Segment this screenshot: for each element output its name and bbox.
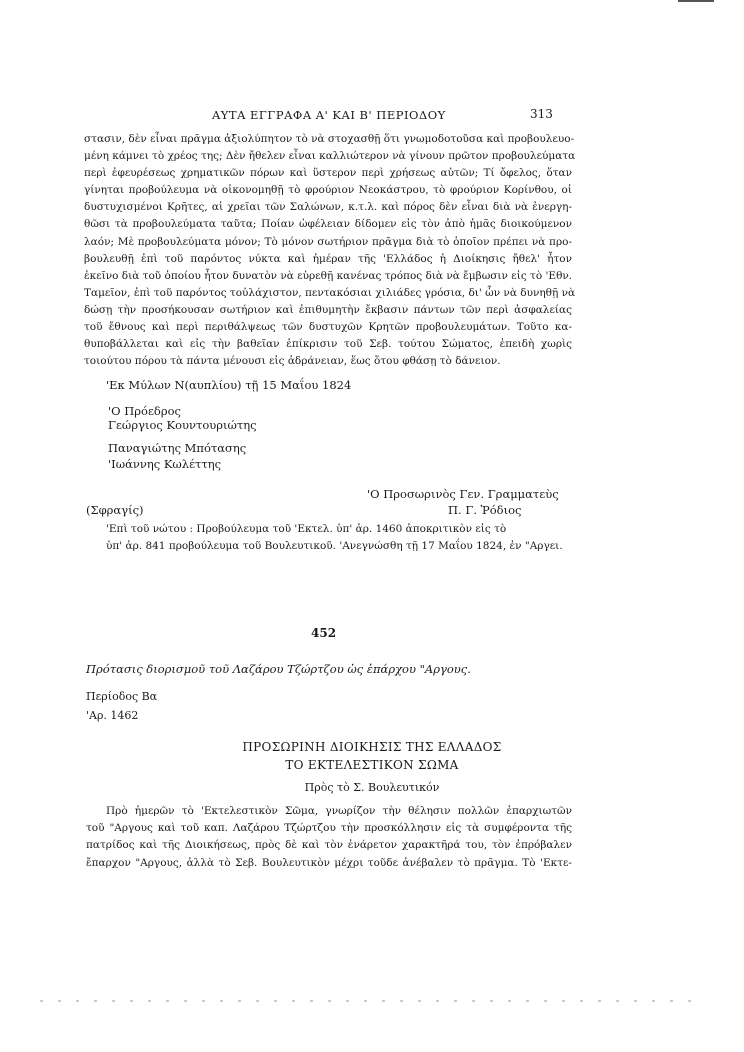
text-line: τοῦ ἔθνους καὶ περὶ περιθάλψεως τῶν δυστυχῶν Κρητῶν προβουλευμάτων. Τοῦτο κα- bbox=[84, 321, 572, 334]
addressee: Πρὸς τὸ Σ. Βουλευτικόν bbox=[304, 781, 440, 794]
document-subheading: ΤΟ ΕΚΤΕΛΕΣΤΙΚΟΝ ΣΩΜΑ bbox=[285, 758, 459, 772]
document-description: Πρότασις διορισμοῦ τοῦ Λαζάρου Τζώρτζου ὡς ἐπάρχου "Αργους. bbox=[86, 662, 471, 676]
text-line: Ταμεῖον, ἐπὶ τοῦ παρόντος τοὐλάχιστον, πεντακόσιαι χιλιάδες γρόσια, δι' ὧν νὰ δυνηθῇ νὰ bbox=[84, 286, 576, 299]
signatory-name: Παναγιώτης Μπότασης bbox=[108, 441, 247, 455]
seal-label: (Σφραγίς) bbox=[86, 503, 144, 517]
text-line: Πρὸ ἡμερῶν τὸ 'Εκτελεστικὸν Σῶμα, γνωρίζον τὴν θέλησιν πολλῶν ἐπαρχιωτῶν bbox=[106, 805, 572, 817]
president-title: 'Ο Πρόεδρος bbox=[108, 404, 181, 418]
running-header: ΑΥΤΑ ΕΓΓΡΑΦΑ Α' ΚΑΙ Β' ΠΕΡΙΟΔΟΥ bbox=[212, 108, 446, 122]
secretary-title: 'Ο Προσωρινὸς Γεν. Γραμματεὺς bbox=[367, 487, 559, 501]
text-line: λαόν; Μὲ προβουλεύματα μόνον; Τὸ μόνον σωτήριον πρᾶγμα διὰ τὸ ὁποῖον πρέπει νὰ προ- bbox=[84, 235, 572, 248]
signatory-name: 'Ιωάννης Κωλέττης bbox=[108, 457, 222, 471]
text-line: ὑπ' ἀρ. 841 προβούλευμα τοῦ Βουλευτικοῦ. 'Ανεγνώσθη τῇ 17 Μαΐου 1824, ἐν "Αργει. bbox=[106, 539, 563, 552]
text-line: τοιούτου πόρου τὰ πάντα μένουσι εἰς ἀδράνειαν, ἕως ὅτου φθάσῃ τὸ δάνειον. bbox=[84, 355, 501, 368]
scan-artifact bbox=[40, 1000, 700, 1002]
president-name: Γεώργιος Κουντουριώτης bbox=[108, 418, 257, 432]
text-line: στασιν, δὲν εἶναι πρᾶγμα ἀξιολύπητον τὸ νὰ στοχασθῇ ὅτι γνωμοδοτοῦσα καὶ προβουλευο- bbox=[84, 133, 575, 145]
text-line: μένη κάμνει τὸ χρέος της; Δὲν ἤθελεν εἶναι καλλιώτερον νὰ γίνουν πρῶτον προβουλεύματα bbox=[84, 150, 576, 163]
reference-number: 'Αρ. 1462 bbox=[86, 709, 139, 722]
document-number: 452 bbox=[311, 626, 337, 640]
endorsement-note bbox=[106, 521, 572, 554]
text-line: δώσῃ τὴν προσήκουσαν σωτήριον καὶ ἐπιθυμητὴν ἔκβασιν πάντων τῶν περὶ ἀσφαλείας bbox=[84, 303, 572, 316]
period-label: Περίοδος Βα bbox=[86, 690, 158, 703]
text-line: ἔπαρχον "Αργους, ἀλλὰ τὸ Σεβ. Βουλευτικὸν μέχρι τοῦδε ἀνέβαλεν τὸ πρᾶγμα. Τὸ 'Εκτε- bbox=[86, 856, 572, 869]
text-line: γίνηται προβούλευμα νὰ οἰκονομηθῇ τὸ φρούριον Νεοκάστρου, τὸ φρούριον Κορίνθου, οἱ bbox=[84, 184, 572, 197]
text-line: βουλευθῇ ἐπὶ τοῦ παρόντος νύκτα καὶ ἡμέραν τῆς 'Ελλάδος ἡ Διοίκησις ἤθελ' ἦτον bbox=[84, 252, 572, 265]
text-line: δυστυχισμένοι Κρῆτες, αἱ χρεῖαι τῶν Σαλώνων, κ.τ.λ. καὶ πόρος δὲν εἶναι διὰ νὰ ἐνεργη- bbox=[84, 201, 572, 214]
document-heading: ΠΡΟΣΩΡΙΝΗ ΔΙΟΙΚΗΣΙΣ ΤΗΣ ΕΛΛΑΔΟΣ bbox=[242, 740, 502, 754]
body-paragraph bbox=[84, 131, 576, 370]
scan-mark bbox=[678, 0, 714, 2]
date-line: 'Εκ Μύλων Ν(αυπλίου) τῇ 15 Μαΐου 1824 bbox=[106, 378, 352, 392]
text-line: περὶ ἐφευρέσεως χρηματικῶν πόρων καὶ ὕστερον περὶ χρήσεως αὐτῶν; Τί ὄφελος, ὅταν bbox=[84, 167, 572, 180]
document-body bbox=[86, 803, 572, 872]
page-number: 313 bbox=[530, 107, 553, 121]
text-line: θυποβάλλεται καὶ εἰς τὴν βαθεῖαν ἐπίκρισιν τοῦ Σεβ. τούτου Σώματος, ἐπειδὴ χωρὶς bbox=[84, 338, 572, 351]
text-line: ἐκεῖνο διὰ τοῦ ὁποίου ἦτον δυνατὸν νὰ εὑρεθῇ κανένας τρόπος διὰ νὰ ἔμβωσιν εἰς τὸ 'Εθν. bbox=[84, 269, 573, 282]
text-line: πατρίδος καὶ τῆς Διοικήσεως, πρὸς δὲ καὶ τὸν ἐνάρετον χαρακτῆρά του, τὸν ἐπρόβαλεν bbox=[86, 839, 572, 852]
text-line: 'Επὶ τοῦ νώτου : Προβούλευμα τοῦ 'Εκτελ. ὑπ' ἀρ. 1460 ἀποκριτικὸν εἰς τὸ bbox=[106, 523, 507, 535]
text-line: τοῦ "Αργους καὶ τοῦ καπ. Λαζάρου Τζώρτζου τὴν προσκόλλησιν εἰς τὰ συμφέροντα τῆς bbox=[86, 822, 572, 835]
text-line: θῶσι τὰ προβουλεύματα ταῦτα; Ποίαν ὠφέλειαν δίδομεν εἰς τὸν ἀπὸ ἡμᾶς διοικούμενον bbox=[84, 218, 572, 231]
secretary-name: Π. Γ. Ῥόδιος bbox=[448, 503, 522, 517]
